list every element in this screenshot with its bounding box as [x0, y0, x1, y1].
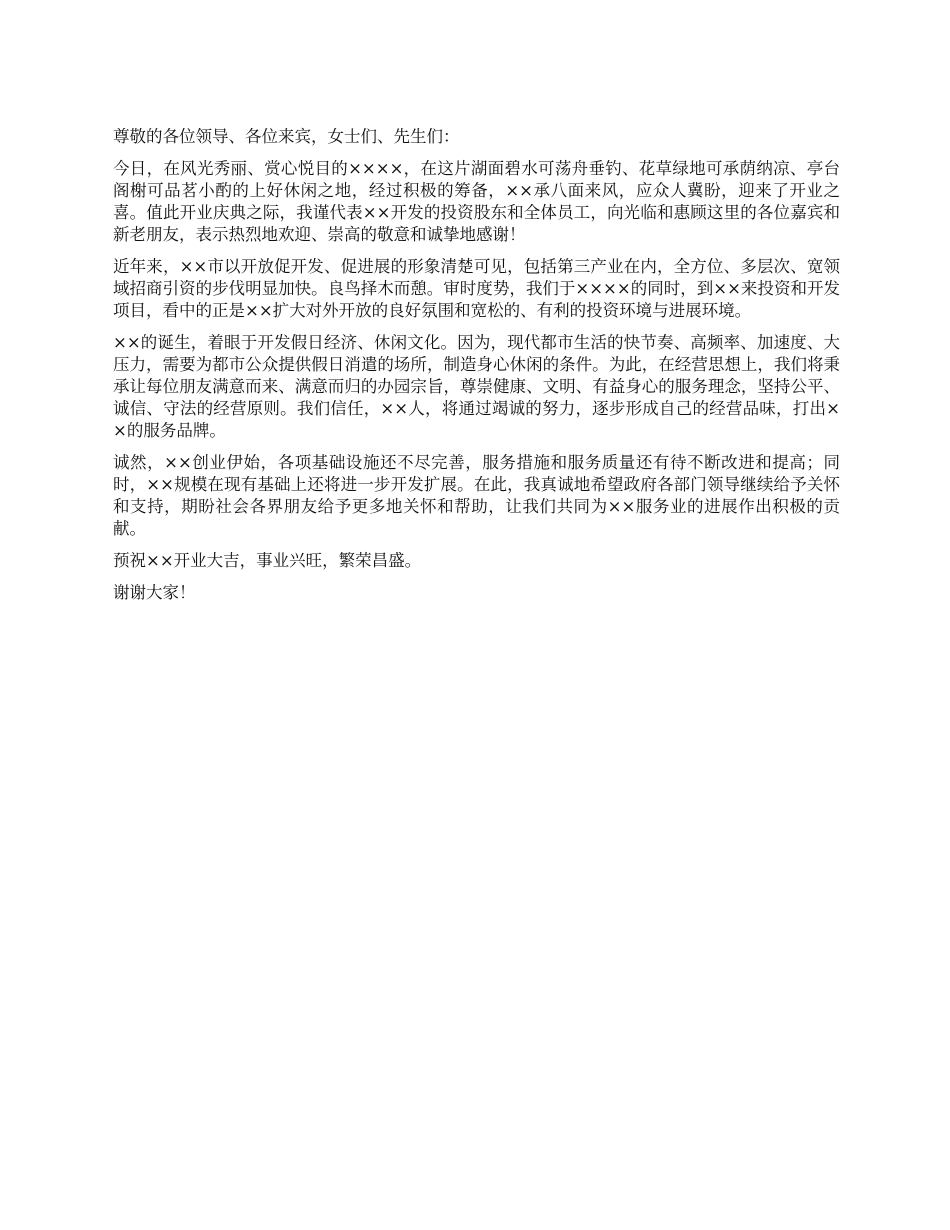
paragraph-investment: 近年来，××市以开放促开发、促进展的形象清楚可见，包括第三产业在内，全方位、多层次、宽领域招商引资的步伐明显加快。良鸟择木而憩。审时度势，我们于××××的同时，到××来投资和开发项目，看中的正是××扩大对外开放的良好氛围和宽松的、有利的投资环境与进展环境。	[113, 257, 840, 320]
greeting: 尊敬的各位领导、各位来宾，女士们、先生们：	[113, 127, 460, 146]
paragraph-wishes: 预祝××开业大吉，事业兴旺，繁荣昌盛。	[113, 551, 422, 570]
speech-body	[113, 126, 840, 614]
closing: 谢谢大家！	[113, 583, 196, 602]
paragraph-mission: ××的诞生，着眼于开发假日经济、休闲文化。因为，现代都市生活的快节奏、高频率、加速度、大压力，需要为都市公众提供假日消遣的场所，制造身心休闲的条件。为此，在经营思想上，我们将秉承让每位朋友满意而来、满意而归的办园宗旨，尊崇健康、文明、有益身心的服务理念，坚持公平、诚信、守法的经营原则。我们信任，××人，将通过竭诚的努力，逐步形成自己的经营品味，打出××的服务品牌。	[113, 333, 840, 440]
paragraph-opening: 今日，在风光秀丽、赏心悦目的××××，在这片湖面碧水可荡舟垂钓、花草绿地可承荫纳凉、亭台阁榭可品茗小酌的上好休闲之地，经过积极的筹备，××承八面来风，应众人冀盼，迎来了开业之喜。值此开业庆典之际，我谨代表××开发的投资股东和全体员工，向光临和惠顾这里的各位嘉宾和新老朋友，表示热烈地欢迎、崇高的敬意和诚挚地感谢！	[113, 159, 840, 244]
paragraph-appeal: 诚然，××创业伊始，各项基础设施还不尽完善，服务措施和服务质量还有待不断改进和提高；同时，××规模在现有基础上还将进一步开发扩展。在此，我真诚地希望政府各部门领导继续给予关怀和支持，期盼社会各界朋友给予更多地关怀和帮助，让我们共同为××服务业的进展作出积极的贡献。	[113, 453, 840, 538]
